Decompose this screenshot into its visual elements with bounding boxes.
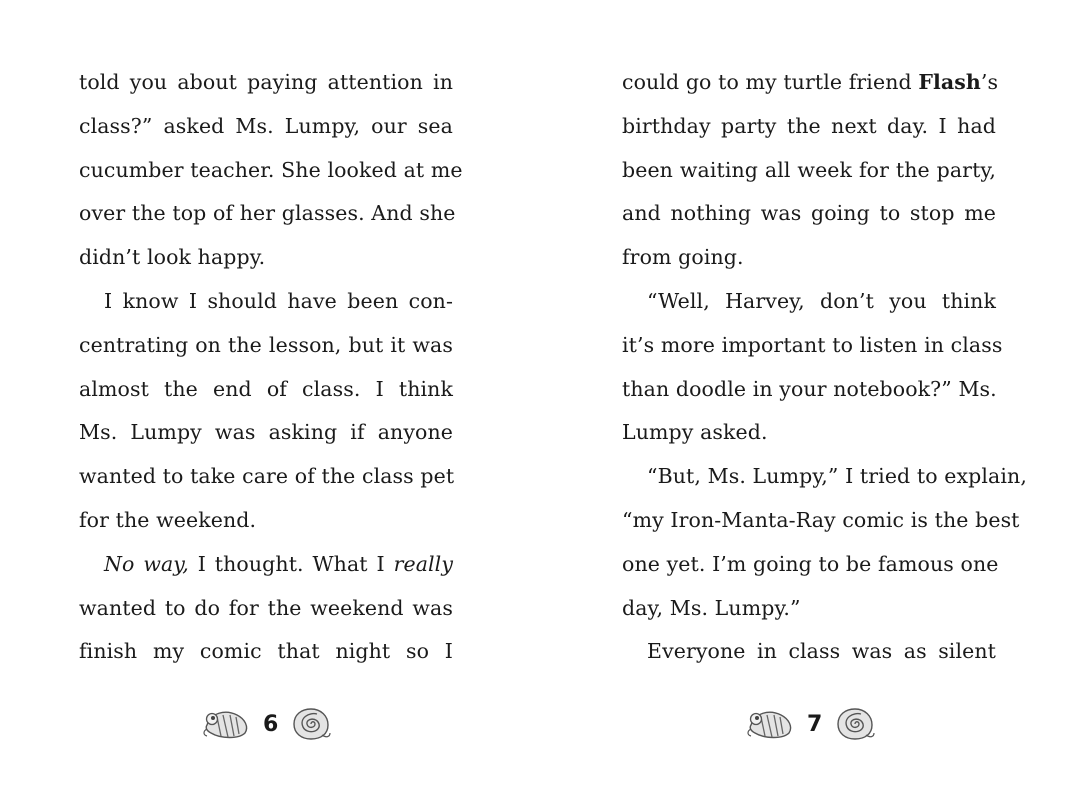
snail-shell-icon [290,705,332,743]
text-line: told you about paying attention in [79,70,453,94]
page-footer-left [203,703,332,745]
page-footer-right [747,703,876,745]
italic-text: really [393,551,454,576]
text-line [79,543,453,587]
text-line: “my Iron-Manta-Ray comic is the best [622,507,1020,532]
text-line: been waiting all week for the party, [622,157,996,182]
text-line: class?” asked Ms. Lumpy, our sea [79,113,453,138]
text-line: wanted to do for the weekend was [79,595,453,620]
right-page [622,61,1027,674]
text-line: didn’t look happy. [79,245,266,270]
conch-shell-icon [203,705,251,743]
snail-shell-icon [834,705,876,743]
text-line: over the top of her glasses. And she [79,201,456,226]
text-line: finish my comic that night so I [79,639,453,664]
text-line: almost the end of class. I think [79,376,453,401]
text-line: wanted to take care of the class pet [79,464,455,489]
text-run: could go to my turtle friend [622,70,919,94]
text-line: “But, Ms. Lumpy,” I tried to explain, [647,464,1027,489]
text-line [622,61,999,105]
text-line: “Well, Harvey, don’t you think [647,288,996,313]
page-number: 7 [807,711,823,737]
conch-shell-icon [747,705,795,743]
text-line: birthday party the next day. I had [622,113,996,138]
text-line: centrating on the lesson, but it was [79,332,453,357]
text-line: cucumber teacher. She looked at me [79,157,463,182]
text-run: I thought. What I [188,551,394,576]
page-number: 6 [263,711,279,737]
text-line: and nothing was going to stop me [622,201,996,226]
text-line: day, Ms. Lumpy.” [622,595,801,620]
text-line: Everyone in class was as silent [647,639,996,664]
text-line: for the weekend. [79,507,257,532]
bold-name: Flash [918,70,981,94]
text-line: I know I should have been con- [104,288,453,313]
italic-text: No way, [104,551,189,576]
text-line: one yet. I’m going to be famous one [622,551,999,576]
text-run: ’s [980,70,999,94]
text-line: it’s more important to listen in class [622,332,1003,357]
text-line: from going. [622,245,744,270]
text-line: Lumpy asked. [622,420,768,445]
text-line: Ms. Lumpy was asking if anyone [79,420,453,445]
left-page [79,61,463,674]
text-line: than doodle in your notebook?” Ms. [622,376,997,401]
